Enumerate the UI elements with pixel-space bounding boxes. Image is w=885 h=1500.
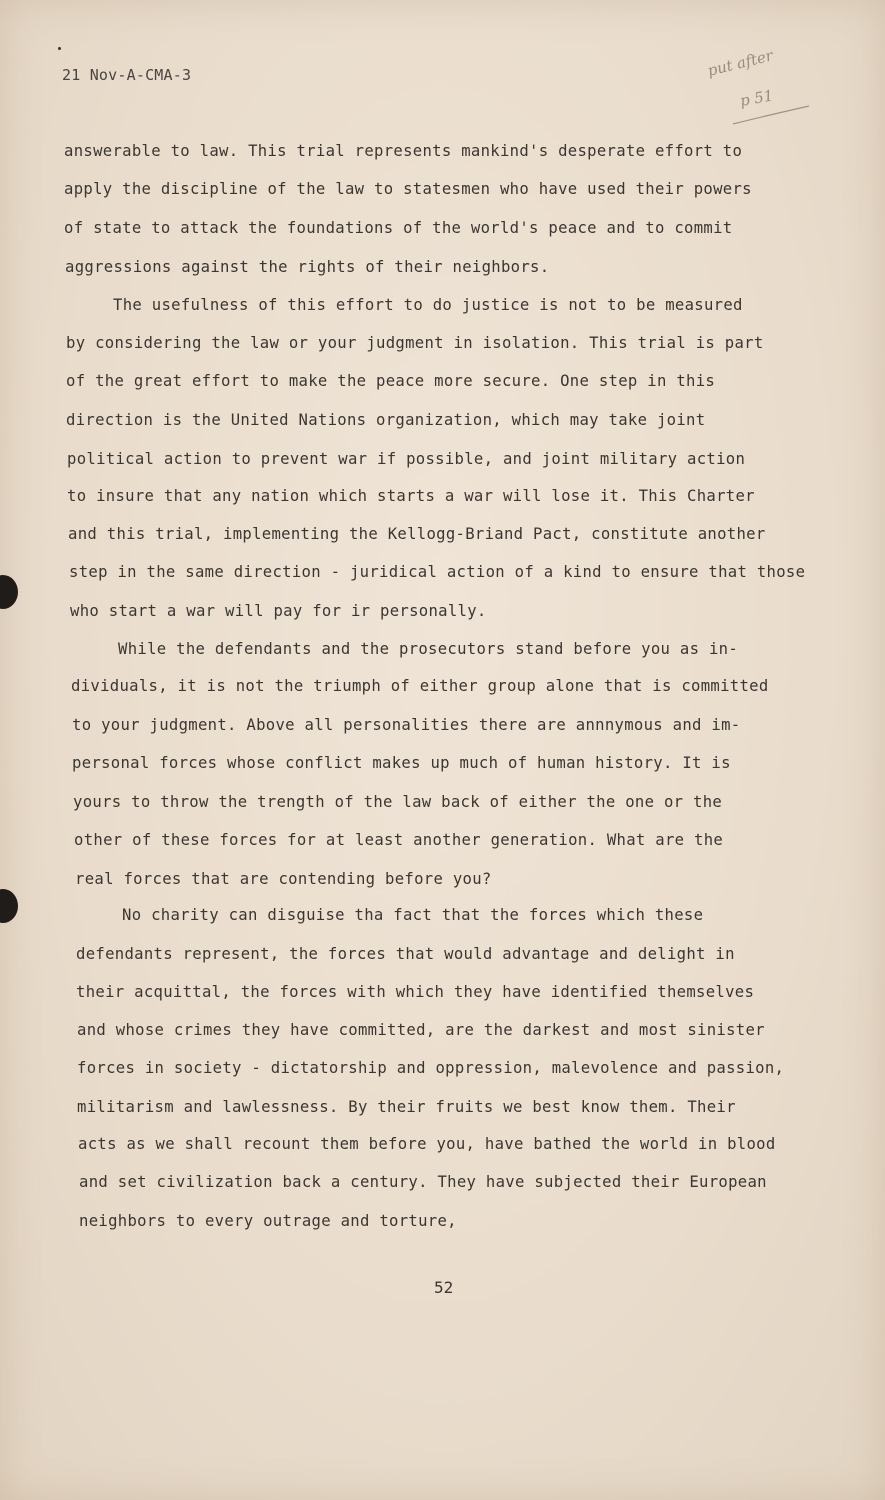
text-line: dividuals, it is not the triumph of either group alone that is committed bbox=[71, 677, 769, 695]
text-line: yours to throw the trength of the law back of either the one or the bbox=[73, 793, 723, 811]
text-line: their acquittal, the forces with which they have identified themselves bbox=[76, 983, 755, 1001]
text-line: to your judgment. Above all personalities there are annnymous and im- bbox=[72, 716, 741, 734]
text-line: While the defendants and the prosecutors stand before you as in- bbox=[118, 640, 739, 658]
text-line: neighbors to every outrage and torture, bbox=[79, 1212, 457, 1230]
text-line: direction is the United Nations organization, which may take joint bbox=[66, 411, 706, 429]
page-number: 52 bbox=[434, 1278, 454, 1297]
annotation-line-2: p 51 bbox=[738, 86, 775, 110]
text-line: by considering the law or your judgment in isolation. This trial is part bbox=[66, 334, 764, 352]
annotation-line-1: put after bbox=[705, 48, 775, 80]
text-line: step in the same direction - juridical action of a kind to ensure that those bbox=[69, 563, 806, 581]
text-line: real forces that are contending before you? bbox=[75, 870, 492, 888]
punch-hole-lower bbox=[0, 889, 18, 923]
handwritten-annotation-drawing bbox=[705, 48, 815, 128]
text-line: defendants represent, the forces that would advantage and delight in bbox=[76, 945, 735, 963]
text-line: No charity can disguise tha fact that the forces which these bbox=[122, 906, 704, 924]
text-line: of the great effort to make the peace more secure. One step in this bbox=[66, 372, 716, 390]
text-line: and set civilization back a century. They have subjected their European bbox=[79, 1173, 767, 1191]
text-line: political action to prevent war if possible, and joint military action bbox=[67, 450, 746, 468]
text-line: acts as we shall recount them before you, have bathed the world in blood bbox=[78, 1135, 776, 1153]
text-line: forces in society - dictatorship and oppression, malevolence and passion, bbox=[77, 1059, 785, 1077]
text-line: militarism and lawlessness. By their fruits we best know them. Their bbox=[77, 1098, 736, 1116]
ink-speck bbox=[58, 47, 61, 50]
text-line: and whose crimes they have committed, are the darkest and most sinister bbox=[77, 1021, 765, 1039]
punch-hole-upper bbox=[0, 575, 18, 609]
text-line: apply the discipline of the law to statesmen who have used their powers bbox=[64, 180, 752, 198]
text-line: to insure that any nation which starts a war will lose it. This Charter bbox=[67, 487, 755, 505]
text-line: who start a war will pay for ir personally. bbox=[70, 602, 487, 620]
text-line: aggressions against the rights of their neighbors. bbox=[65, 258, 550, 276]
text-line: other of these forces for at least another generation. What are the bbox=[74, 831, 724, 849]
text-line: of state to attack the foundations of the world's peace and to commit bbox=[64, 219, 733, 237]
text-line: and this trial, implementing the Kellogg-Briand Pact, constitute another bbox=[68, 525, 766, 543]
handwritten-annotation bbox=[705, 48, 815, 128]
text-line: answerable to law. This trial represents mankind's desperate effort to bbox=[64, 142, 743, 160]
text-line: The usefulness of this effort to do justice is not to be measured bbox=[113, 296, 743, 314]
text-line: personal forces whose conflict makes up much of human history. It is bbox=[72, 754, 731, 772]
document-id: 21 Nov-A-CMA-3 bbox=[62, 66, 192, 84]
